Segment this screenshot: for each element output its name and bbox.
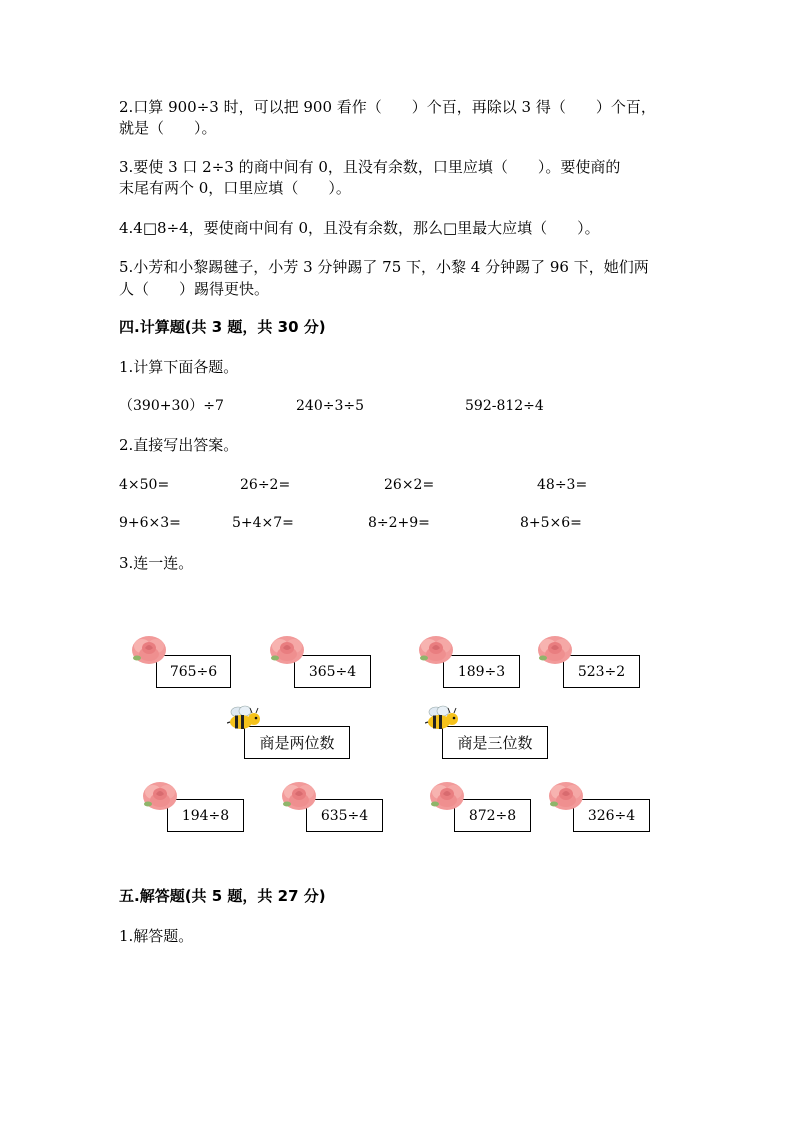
oral-expr: 9+6×3=: [119, 515, 181, 531]
answer-q1-title: 1.解答题。: [119, 927, 194, 945]
match-bottom-box[interactable]: 326÷4: [573, 799, 650, 832]
match-top-box[interactable]: 365÷4: [294, 655, 371, 688]
calc-expr: （390+30）÷7: [119, 398, 224, 414]
match-bottom-box[interactable]: 872÷8: [454, 799, 531, 832]
rose-icon: [428, 778, 466, 812]
rose-icon: [280, 778, 318, 812]
q2-line1: 2.口算 900÷3 时，可以把 900 看作（ ）个百，再除以 3 得（ ）个百，: [119, 98, 656, 116]
match-top-box[interactable]: 523÷2: [563, 655, 640, 688]
match-category-box[interactable]: 商是两位数: [244, 726, 350, 759]
oral-expr: 8÷2+9=: [368, 515, 430, 531]
calc-q3-title: 3.连一连。: [119, 554, 194, 572]
calc-expr: 240÷3÷5: [296, 398, 364, 414]
match-top-box[interactable]: 765÷6: [156, 655, 231, 688]
bee-icon: [227, 705, 261, 733]
q3-line1: 3.要使 3 口 2÷3 的商中间有 0，且没有余数，口里应填（ ）。要使商的: [119, 158, 621, 176]
match-top-box[interactable]: 189÷3: [443, 655, 520, 688]
oral-expr: 48÷3=: [537, 477, 588, 493]
rose-icon: [536, 632, 574, 666]
match-bottom-box[interactable]: 635÷4: [306, 799, 383, 832]
calc-q1-title: 1.计算下面各题。: [119, 358, 239, 376]
section4-title: 四.计算题(共 3 题，共 30 分): [119, 318, 326, 336]
calc-expr: 592-812÷4: [465, 398, 544, 414]
match-category-box[interactable]: 商是三位数: [442, 726, 548, 759]
calc-q2-title: 2.直接写出答案。: [119, 436, 239, 454]
rose-icon: [141, 778, 179, 812]
match-bottom-box[interactable]: 194÷8: [167, 799, 244, 832]
rose-icon: [547, 778, 585, 812]
bee-icon: [425, 705, 459, 733]
rose-icon: [130, 632, 168, 666]
oral-expr: 4×50=: [119, 477, 170, 493]
q2-line2: 就是（ ）。: [119, 119, 217, 137]
rose-icon: [417, 632, 455, 666]
q3-line2: 末尾有两个 0，口里应填（ ）。: [119, 179, 351, 197]
rose-icon: [268, 632, 306, 666]
q5-line1: 5.小芳和小黎踢毽子，小芳 3 分钟踢了 75 下，小黎 4 分钟踢了 96 下，她们两: [119, 258, 649, 276]
q5-line2: 人（ ）踢得更快。: [119, 280, 270, 298]
oral-expr: 5+4×7=: [232, 515, 294, 531]
oral-expr: 26÷2=: [240, 477, 291, 493]
section5-title: 五.解答题(共 5 题，共 27 分): [119, 887, 326, 905]
oral-expr: 8+5×6=: [520, 515, 582, 531]
q4-line: 4.4□8÷4，要使商中间有 0，且没有余数，那么□里最大应填（ ）。: [119, 219, 600, 237]
oral-expr: 26×2=: [384, 477, 435, 493]
